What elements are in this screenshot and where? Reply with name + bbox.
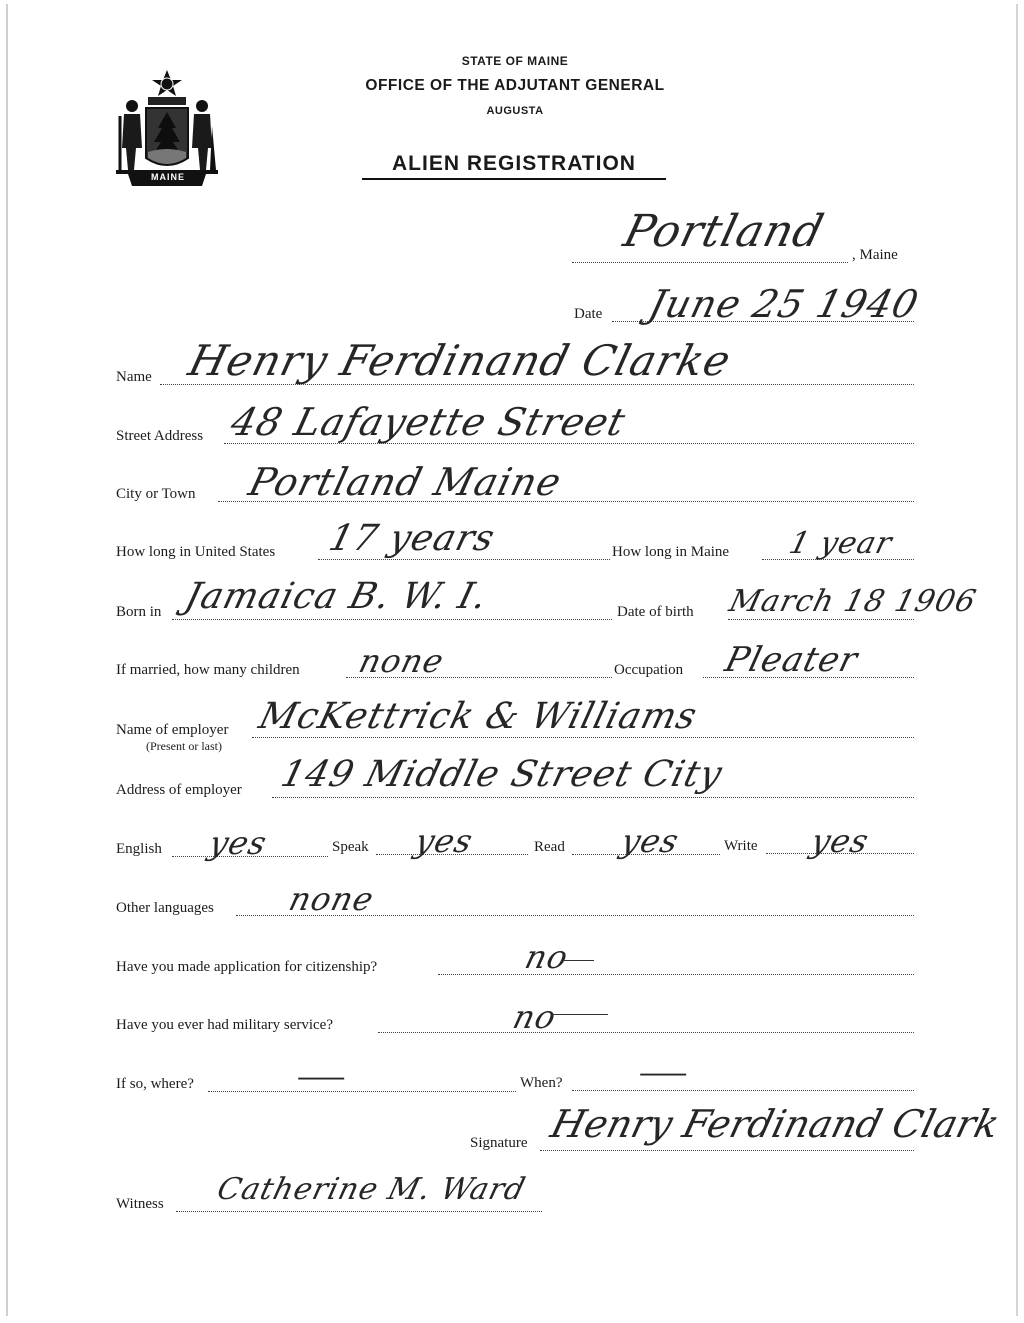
how-long-us-line: [318, 559, 610, 560]
how-long-us-label: How long in United States: [116, 544, 276, 560]
form-title: ALIEN REGISTRATION: [362, 152, 666, 180]
when-line: [572, 1090, 914, 1091]
other-languages-entry: none: [285, 880, 379, 918]
street-address-label: Street Address: [116, 428, 204, 444]
witness-line: [176, 1211, 542, 1212]
city-or-town-label: City or Town: [116, 486, 196, 502]
witness-entry: Catherine M. Ward: [213, 1172, 530, 1207]
if-so-where-line: [208, 1091, 516, 1092]
citizenship-line: [438, 974, 914, 975]
town-line: [572, 262, 848, 263]
how-long-maine-entry: 1 year: [785, 526, 896, 561]
if-so-where-entry: —: [296, 1060, 347, 1093]
citizenship-stroke: [562, 960, 594, 961]
header-state: STATE OF MAINE: [461, 54, 569, 68]
english-entry: yes: [205, 824, 272, 862]
employer-note-label: (Present or last): [146, 739, 222, 753]
military-stroke: [552, 1014, 608, 1015]
how-long-maine-label: How long in Maine: [612, 544, 730, 560]
employer-address-label: Address of employer: [116, 782, 242, 798]
date-of-birth-label: Date of birth: [617, 604, 694, 620]
name-entry: Henry Ferdinand Clarke: [183, 336, 737, 385]
children-entry: none: [355, 642, 449, 680]
born-in-line: [172, 619, 612, 620]
town-entry: Portland: [618, 206, 830, 257]
header-city: AUGUSTA: [486, 105, 544, 117]
speak-entry: yes: [411, 822, 478, 860]
city-or-town-entry: Portland Maine: [244, 460, 567, 504]
seal-banner-text: MAINE: [151, 172, 185, 182]
date-entry: June 25 1940: [644, 282, 924, 326]
born-in-label: Born in: [116, 604, 162, 620]
read-label: Read: [534, 839, 565, 855]
name-label: Name: [116, 369, 152, 385]
employer-name-entry: McKettrick & Williams: [254, 696, 702, 737]
date-of-birth-entry: March 18 1906: [725, 584, 981, 619]
signature-entry: Henry Ferdinand Clark: [546, 1102, 1004, 1146]
how-long-us-entry: 17 years: [324, 518, 500, 559]
witness-label: Witness: [116, 1196, 164, 1212]
employer-address-entry: 149 Middle Street City: [276, 754, 727, 795]
write-label: Write: [724, 838, 758, 854]
when-entry: —: [638, 1056, 689, 1089]
military-line: [378, 1032, 914, 1033]
employer-name-label: Name of employer: [116, 722, 229, 738]
occupation-entry: Pleater: [721, 640, 863, 680]
occupation-label: Occupation: [614, 662, 684, 678]
write-entry: yes: [807, 822, 874, 860]
maine-suffix-label: , Maine: [852, 247, 898, 263]
citizenship-label: Have you made application for citizenship?: [116, 959, 378, 975]
signature-label: Signature: [470, 1135, 528, 1151]
born-in-entry: Jamaica B. W. I.: [180, 576, 492, 617]
english-label: English: [116, 841, 162, 857]
military-entry: no: [509, 998, 561, 1036]
employer-address-line: [272, 797, 914, 798]
children-label: If married, how many children: [116, 662, 300, 678]
street-address-entry: 48 Lafayette Street: [226, 400, 631, 444]
date-of-birth-line: [728, 619, 914, 620]
other-languages-label: Other languages: [116, 900, 214, 916]
citizenship-entry: no: [521, 938, 573, 976]
signature-line: [540, 1150, 914, 1151]
header-office: OFFICE OF THE ADJUTANT GENERAL: [365, 77, 665, 94]
military-label: Have you ever had military service?: [116, 1017, 333, 1033]
if-so-where-label: If so, where?: [116, 1076, 194, 1092]
speak-label: Speak: [332, 839, 369, 855]
when-label: When?: [520, 1075, 563, 1091]
read-entry: yes: [617, 822, 684, 860]
maine-state-seal-icon: [112, 66, 222, 190]
employer-name-line: [252, 737, 914, 738]
date-label: Date: [574, 306, 603, 322]
